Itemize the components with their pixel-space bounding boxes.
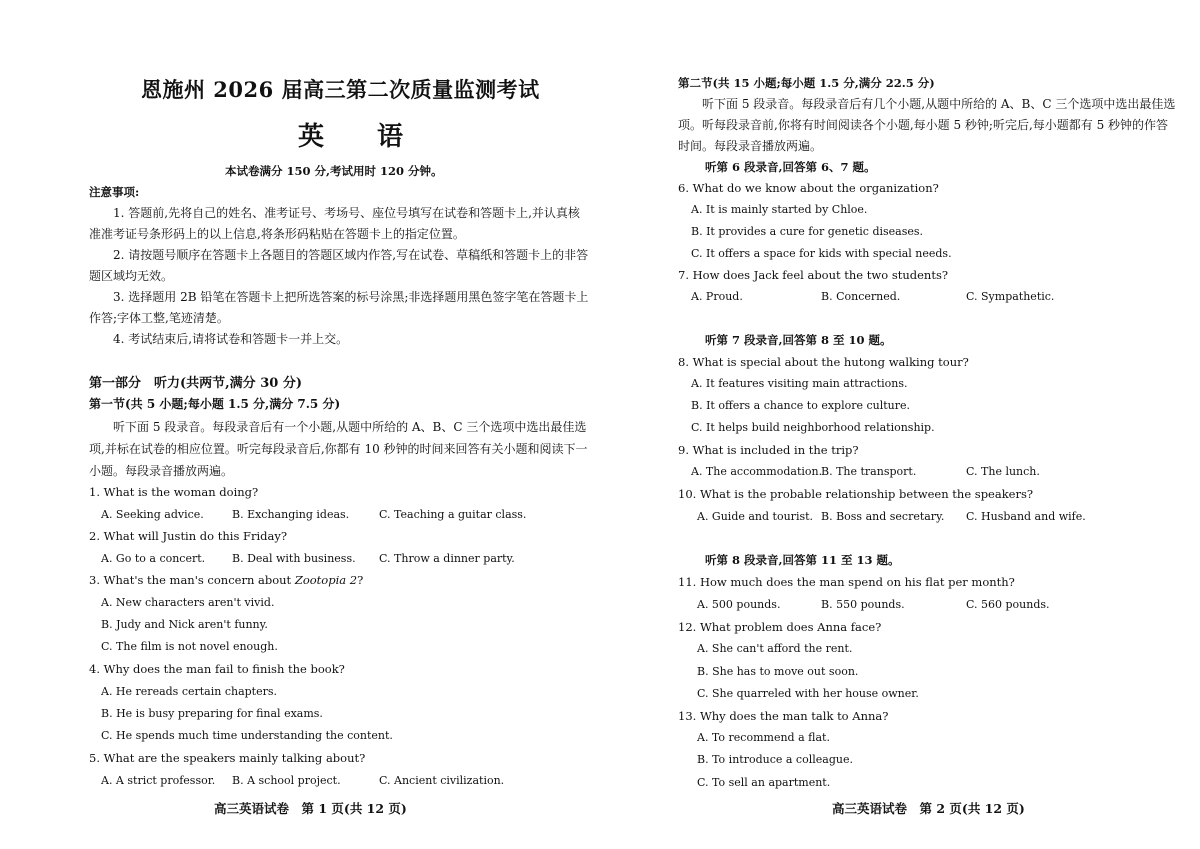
question-13-option-a: A. To recommend a flat.: [697, 731, 830, 744]
question-3-stem-text: 3. What's the man's concern about: [89, 573, 295, 587]
question-9-option-b: B. The transport.: [821, 465, 917, 478]
part1-heading: 第一部分 听力(共两节,满分 30 分): [89, 376, 302, 391]
question-11-option-a: A. 500 pounds.: [697, 598, 781, 611]
question-5-option-c: C. Ancient civilization.: [379, 774, 505, 787]
question-9-option-c: C. The lunch.: [966, 465, 1040, 478]
question-10-option-c: C. Husband and wife.: [966, 510, 1086, 523]
question-6-option-b: B. It provides a cure for genetic diseases.: [691, 225, 924, 238]
question-7-option-a: A. Proud.: [691, 290, 743, 303]
question-8-stem: 8. What is special about the hutong walking tour?: [678, 355, 969, 369]
question-2-option-b: B. Deal with business.: [232, 552, 356, 565]
question-4-option-c: C. He spends much time understanding the content.: [101, 729, 393, 742]
notice-item-2: 2. 请按题号顺序在答题卡上各题目的答题区域内作答,写在试卷、草稿纸和答题卡上的非答题区域均无效。: [89, 248, 589, 283]
question-11-option-b: B. 550 pounds.: [821, 598, 905, 611]
question-11-stem: 11. How much does the man spend on his flat per month?: [678, 575, 1015, 589]
question-5-option-b: B. A school project.: [232, 774, 341, 787]
page-2-footer: 高三英语试卷 第 2 页(共 12 页): [832, 801, 1025, 816]
question-3-option-c: C. The film is not novel enough.: [101, 640, 278, 653]
question-13-stem: 13. Why does the man talk to Anna?: [678, 709, 889, 723]
question-9-option-a: A. The accommodation.: [691, 465, 823, 478]
question-5-option-a: A. A strict professor.: [101, 774, 216, 787]
exam-title: 恩施州 2026 届高三第二次质量监测考试: [141, 77, 540, 102]
page-1-footer: 高三英语试卷 第 1 页(共 12 页): [214, 801, 407, 816]
question-12-option-c: C. She quarreled with her house owner.: [697, 687, 919, 700]
notice-item-1: 1. 答题前,先将自己的姓名、准考证号、考场号、座位号填写在试卷和答题卡上,并认真核准准考证号条形码上的以上信息,将条形码粘贴在答题卡上的指定位置。: [89, 206, 580, 241]
section2-instructions: 听下面 5 段录音。每段录音后有几个小题,从题中所给的 A、B、C 三个选项中选出最佳选项。听每段录音前,你将有时间阅读各个小题,每小题 5 秒钟;听完后,每小题都有 5 秒钟的作答时间。每段录音播放两遍。: [678, 97, 1176, 153]
question-8-option-c: C. It helps build neighborhood relationship.: [691, 421, 935, 434]
question-5-stem: 5. What are the speakers mainly talking about?: [89, 751, 366, 765]
question-13-option-c: C. To sell an apartment.: [697, 776, 831, 789]
question-8-option-a: A. It features visiting main attractions.: [691, 377, 908, 390]
notice-heading: 注意事项:: [89, 185, 140, 199]
group-8-heading: 听第 8 段录音,回答第 11 至 13 题。: [705, 553, 900, 567]
question-1-stem: 1. What is the woman doing?: [89, 485, 259, 499]
question-2-option-a: A. Go to a concert.: [101, 552, 206, 565]
question-12-option-a: A. She can't afford the rent.: [697, 642, 853, 655]
question-7-stem: 7. How does Jack feel about the two students?: [678, 268, 949, 282]
question-1-option-a: A. Seeking advice.: [101, 508, 204, 521]
question-11-option-c: C. 560 pounds.: [966, 598, 1050, 611]
question-6-option-a: A. It is mainly started by Chloe.: [691, 203, 868, 216]
question-2-option-c: C. Throw a dinner party.: [379, 552, 515, 565]
question-3-stem-end: ?: [357, 573, 364, 587]
notice-item-4: 4. 考试结束后,请将试卷和答题卡一并上交。: [113, 332, 349, 346]
question-4-option-a: A. He rereads certain chapters.: [101, 685, 277, 698]
question-7-option-c: C. Sympathetic.: [966, 290, 1055, 303]
exam-page-2: [600, 0, 1200, 849]
question-1-option-c: C. Teaching a guitar class.: [379, 508, 527, 521]
score-note: 本试卷满分 150 分,考试用时 120 分钟。: [225, 164, 443, 178]
group-6-heading: 听第 6 段录音,回答第 6、7 题。: [705, 160, 876, 174]
question-10-option-a: A. Guide and tourist.: [697, 510, 814, 523]
question-13-option-b: B. To introduce a colleague.: [697, 753, 853, 766]
question-4-stem: 4. Why does the man fail to finish the book?: [89, 662, 345, 676]
question-12-stem: 12. What problem does Anna face?: [678, 620, 882, 634]
group-7-heading: 听第 7 段录音,回答第 8 至 10 题。: [705, 333, 892, 347]
question-6-stem: 6. What do we know about the organization?: [678, 181, 939, 195]
question-9-stem: 9. What is included in the trip?: [678, 443, 859, 457]
section2-heading: 第二节(共 15 小题;每小题 1.5 分,满分 22.5 分): [678, 76, 935, 90]
question-3-option-a: A. New characters aren't vivid.: [101, 596, 275, 609]
question-4-option-b: B. He is busy preparing for final exams.: [101, 707, 323, 720]
question-3-stem: [89, 573, 363, 587]
question-10-stem: 10. What is the probable relationship between the speakers?: [678, 487, 1034, 501]
section1-heading: 第一节(共 5 小题;每小题 1.5 分,满分 7.5 分): [89, 397, 341, 411]
question-2-stem: 2. What will Justin do this Friday?: [89, 529, 288, 543]
question-3-option-b: B. Judy and Nick aren't funny.: [101, 618, 268, 631]
question-1-option-b: B. Exchanging ideas.: [232, 508, 350, 521]
question-8-option-b: B. It offers a chance to explore culture.: [691, 399, 911, 412]
question-3-film-title: Zootopia 2: [294, 573, 358, 587]
question-6-option-c: C. It offers a space for kids with special needs.: [691, 247, 952, 260]
question-10-option-b: B. Boss and secretary.: [821, 510, 945, 523]
notice-item-3: 3. 选择题用 2B 铅笔在答题卡上把所选答案的标号涂黑;非选择题用黑色签字笔在答题卡上作答;字体工整,笔迹清楚。: [89, 290, 589, 325]
subject-title: 英 语: [298, 122, 426, 152]
question-7-option-b: B. Concerned.: [821, 290, 901, 303]
question-12-option-b: B. She has to move out soon.: [697, 665, 859, 678]
section1-instructions: 听下面 5 段录音。每段录音后有一个小题,从题中所给的 A、B、C 三个选项中选出最佳选项,并标在试卷的相应位置。听完每段录音后,你都有 10 秒钟的时间来回答有关小题和阅读下一小题。每段录音播放两遍。: [89, 420, 588, 478]
